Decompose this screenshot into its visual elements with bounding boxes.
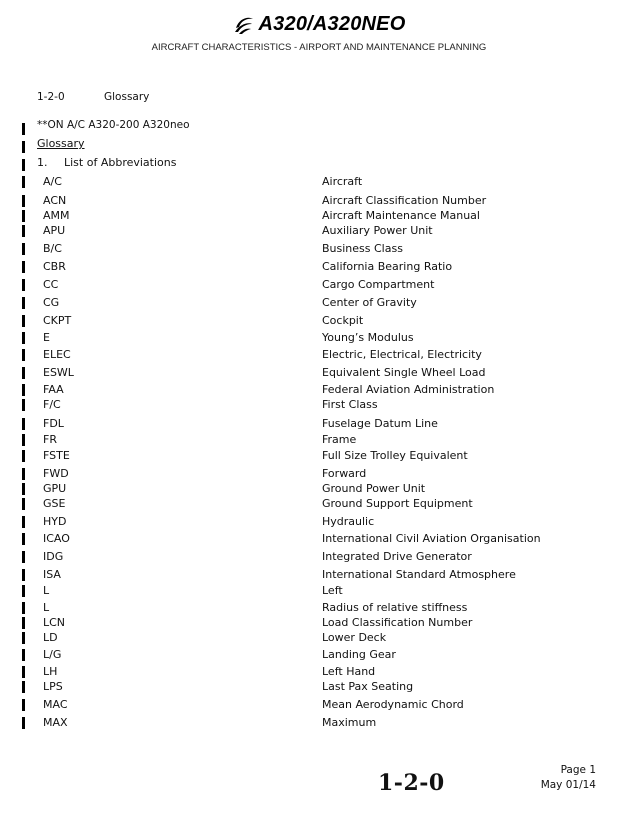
abbreviation-meaning: Lower Deck bbox=[322, 631, 387, 644]
document-header bbox=[0, 13, 638, 53]
abbreviation-term: ICAO bbox=[43, 532, 70, 545]
abbreviation-term: L bbox=[43, 601, 50, 614]
abbreviation-term: A/C bbox=[43, 175, 62, 188]
abbreviation-term: ELEC bbox=[43, 348, 71, 361]
abbreviation-meaning: Last Pax Seating bbox=[322, 680, 414, 693]
revision-bar bbox=[22, 483, 25, 495]
abbreviation-meaning: Integrated Drive Generator bbox=[322, 550, 472, 563]
revision-bar bbox=[22, 225, 25, 237]
abbreviation-meaning: Maximum bbox=[322, 716, 377, 729]
revision-bar bbox=[22, 602, 25, 614]
abbreviation-meaning: Electric, Electrical, Electricity bbox=[322, 348, 482, 361]
revision-bar bbox=[22, 699, 25, 711]
abbreviation-term: ACN bbox=[43, 194, 67, 207]
section-name: Glossary bbox=[104, 91, 150, 103]
revision-bar bbox=[22, 434, 25, 446]
abbreviation-meaning: Aircraft Classification Number bbox=[322, 194, 487, 207]
revision-bar bbox=[22, 468, 25, 480]
abbreviation-meaning: Forward bbox=[322, 467, 367, 480]
revision-bar bbox=[22, 418, 25, 430]
abbreviation-term: CBR bbox=[43, 260, 66, 273]
abbreviation-meaning: Fuselage Datum Line bbox=[322, 417, 438, 430]
abbreviation-meaning: Young’s Modulus bbox=[322, 331, 414, 344]
abbreviation-meaning: Auxiliary Power Unit bbox=[322, 224, 433, 237]
abbreviation-term: E bbox=[43, 331, 50, 344]
revision-bar bbox=[22, 681, 25, 693]
abbreviation-term: LPS bbox=[43, 680, 63, 693]
revision-bar bbox=[22, 617, 25, 629]
abbreviation-term: AMM bbox=[43, 209, 70, 222]
abbreviation-term: FSTE bbox=[43, 449, 70, 462]
revision-bar bbox=[22, 123, 25, 135]
revision-bar bbox=[22, 666, 25, 678]
abbreviation-term: FDL bbox=[43, 417, 64, 430]
revision-bar bbox=[22, 261, 25, 273]
revision-bar bbox=[22, 210, 25, 222]
abbreviation-term: FAA bbox=[43, 383, 64, 396]
revision-bar bbox=[22, 141, 25, 153]
abbreviation-term: F/C bbox=[43, 398, 61, 411]
abbreviation-meaning: Federal Aviation Administration bbox=[322, 383, 495, 396]
revision-bar bbox=[22, 315, 25, 327]
abbreviation-meaning: Load Classification Number bbox=[322, 616, 473, 629]
abbreviation-meaning: Radius of relative stiffness bbox=[322, 601, 468, 614]
abbreviation-meaning: Frame bbox=[322, 433, 357, 446]
revision-bar bbox=[22, 195, 25, 207]
section-id: 1-2-0 bbox=[37, 91, 65, 103]
page-date: May 01/14 bbox=[540, 779, 596, 791]
abbreviation-meaning: Landing Gear bbox=[322, 648, 396, 661]
revision-bar bbox=[22, 717, 25, 729]
abbreviation-term: GSE bbox=[43, 497, 66, 510]
abbreviation-term: CKPT bbox=[43, 314, 72, 327]
revision-bar bbox=[22, 399, 25, 411]
revision-bar bbox=[22, 332, 25, 344]
abbreviation-term: CG bbox=[43, 296, 60, 309]
abbreviation-term: L/G bbox=[43, 648, 62, 661]
revision-bar bbox=[22, 159, 25, 171]
list-number: 1. bbox=[37, 156, 48, 169]
abbreviation-term: MAX bbox=[43, 716, 68, 729]
abbreviation-meaning: Left bbox=[322, 584, 343, 597]
revision-bar bbox=[22, 498, 25, 510]
abbreviation-meaning: Cargo Compartment bbox=[322, 278, 435, 291]
abbreviation-meaning: California Bearing Ratio bbox=[322, 260, 453, 273]
revision-bar bbox=[22, 450, 25, 462]
page-number: 1-2-0 bbox=[378, 770, 445, 796]
revision-bar bbox=[22, 176, 25, 188]
revision-bar bbox=[22, 243, 25, 255]
revision-bar bbox=[22, 384, 25, 396]
abbreviation-meaning: International Standard Atmosphere bbox=[322, 568, 516, 581]
abbreviation-meaning: Hydraulic bbox=[322, 515, 375, 528]
abbreviation-meaning: Left Hand bbox=[322, 665, 376, 678]
abbreviation-meaning: Aircraft Maintenance Manual bbox=[322, 209, 480, 222]
abbreviation-term: APU bbox=[43, 224, 66, 237]
abbreviation-term: CC bbox=[43, 278, 59, 291]
abbreviation-meaning: Center of Gravity bbox=[322, 296, 417, 309]
abbreviation-term: MAC bbox=[43, 698, 68, 711]
title-row bbox=[0, 13, 638, 36]
abbreviation-term: LD bbox=[43, 631, 58, 644]
abbreviation-term: ISA bbox=[43, 568, 61, 581]
revision-bar bbox=[22, 551, 25, 563]
effectivity-note: **ON A/C A320-200 A320neo bbox=[37, 119, 190, 131]
revision-bar bbox=[22, 533, 25, 545]
abbreviation-meaning: Mean Aerodynamic Chord bbox=[322, 698, 464, 711]
revision-bar bbox=[22, 632, 25, 644]
abbreviation-term: FR bbox=[43, 433, 57, 446]
revision-bar bbox=[22, 569, 25, 581]
abbreviation-term: FWD bbox=[43, 467, 69, 480]
airbus-logo-icon bbox=[233, 15, 255, 35]
revision-bar bbox=[22, 349, 25, 361]
glossary-title: Glossary bbox=[37, 137, 85, 150]
revision-bar bbox=[22, 649, 25, 661]
abbreviation-term: LH bbox=[43, 665, 58, 678]
abbreviation-term: HYD bbox=[43, 515, 67, 528]
list-title-text: List of Abbreviations bbox=[64, 156, 177, 169]
revision-bar bbox=[22, 297, 25, 309]
page-info bbox=[541, 763, 596, 793]
abbreviation-meaning: Ground Power Unit bbox=[322, 482, 426, 495]
page-label: Page 1 bbox=[560, 764, 596, 776]
abbreviation-meaning: International Civil Aviation Organisation bbox=[322, 532, 541, 545]
list-title bbox=[37, 156, 176, 169]
abbreviation-meaning: First Class bbox=[322, 398, 378, 411]
abbreviation-term: L bbox=[43, 584, 50, 597]
abbreviation-meaning: Business Class bbox=[322, 242, 403, 255]
revision-bar bbox=[22, 585, 25, 597]
abbreviation-term: ESWL bbox=[43, 366, 74, 379]
abbreviation-meaning: Full Size Trolley Equivalent bbox=[322, 449, 468, 462]
revision-bar bbox=[22, 367, 25, 379]
revision-bar bbox=[22, 279, 25, 291]
abbreviation-meaning: Ground Support Equipment bbox=[322, 497, 473, 510]
revision-bar bbox=[22, 516, 25, 528]
abbreviation-meaning: Aircraft bbox=[322, 175, 363, 188]
abbreviation-meaning: Equivalent Single Wheel Load bbox=[322, 366, 486, 379]
abbreviation-term: B/C bbox=[43, 242, 62, 255]
document-title: A320/A320NEO bbox=[258, 13, 406, 35]
abbreviation-term: LCN bbox=[43, 616, 66, 629]
abbreviation-term: IDG bbox=[43, 550, 64, 563]
abbreviation-term: GPU bbox=[43, 482, 67, 495]
document-subtitle: AIRCRAFT CHARACTERISTICS - AIRPORT AND MAINTENANCE PLANNING bbox=[151, 42, 487, 53]
abbreviation-meaning: Cockpit bbox=[322, 314, 364, 327]
